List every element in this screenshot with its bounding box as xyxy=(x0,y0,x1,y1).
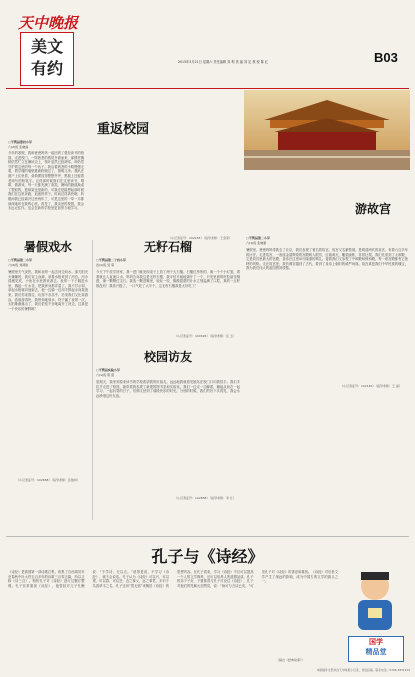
date-line: 2015年3月21日 星期六 责任编辑 刘 利 美 编 刘 定 核 校 陈 红 xyxy=(178,60,269,64)
article-kongzi xyxy=(6,540,409,668)
article-body: 今天下午放学回家，我一进门就发现桌子上放了两个大石榴。石榴红彤彤的，像一个个小灯笼，看着就让人直流口水。妈妈告诉我这是无籽石榴，我半信半疑地剥开了一个，只见里面的籽粒晶莹剔透，像一颗颗红宝石。我放一颗进嘴里，轻轻一咬，酸酸甜甜的汁水立刻溢满了口腔，真的一点籽都没有！我高兴极了，一口气吃了大半个。这无籽石榴真是太好吃了！ xyxy=(96,270,240,288)
article-teacher: （小记者证号：102183）（指导老师：王金荣） xyxy=(168,236,232,240)
article-xiaoyuan xyxy=(94,346,242,532)
article-teacher: （小记者证号：102149）（指导老师：王 丽） xyxy=(340,384,402,388)
article-author: 六(4)班 刘鸿锐 xyxy=(8,263,29,267)
article-author: 六(2)班 张晓丽 xyxy=(8,145,29,149)
article-chongfan xyxy=(6,118,240,240)
article-teacher: （小记者证号：102658）（指导老师：张俊岭） xyxy=(16,478,80,482)
article-author: 六(1)班 张晓蕾 xyxy=(246,241,267,245)
article-title: 暑假戏水 xyxy=(23,240,72,254)
article-school: □平舆县第四小学 xyxy=(8,140,32,144)
badge-line1: 国学 xyxy=(369,637,383,646)
article-author: 四(1)班 吴 曼 xyxy=(96,263,115,267)
article-body-col2 xyxy=(88,140,164,243)
article-title: 校园访友 xyxy=(143,350,192,364)
article-youjigong xyxy=(244,176,410,306)
article-title: 孔子与《诗经》 xyxy=(151,547,264,566)
brand-logo xyxy=(18,12,78,33)
article-school: □平舆县第二小学 xyxy=(246,236,270,240)
badge-line2: 精品堂 xyxy=(365,647,387,656)
forbidden-city-photo xyxy=(244,90,410,170)
article-title: 游故宫 xyxy=(354,202,391,216)
article-wuhua xyxy=(94,234,242,344)
guoxue-badge xyxy=(344,566,406,662)
article-body: 今年的寒假，我和爸爸妈妈一起回到了曾经读书的校园。走进校门，一阵熟悉的感觉扑面而来，那棵老槐树依然伫立在操场边上，枝叶虽然已经凋零，却仍然守护着这里的每一个孩子。我沿着熟悉的小路慢慢走着，教学楼的墙壁重新粉刷过了，窗明几净。我趴在窗户上往里看，桌椅摆放得整整齐齐，黑板上还留着老师写的粉笔字。记得那时候我们在这里读书、唱歌、做游戏，每一天都充满了欢笑。操场的跑道换成了塑胶的，篮球架也是新的，可我还是能想起那时候我们在这里奔跑、追逐的样子。时间过得真快啊，转眼间我已经离开这里两年了，可是这里的一草一木都深深地印在我的心里。再见了，我亲爱的校园，我会永远记住你，也会在新的学校里更加努力地学习。 xyxy=(8,151,84,211)
masthead-rule xyxy=(6,88,409,89)
article-body: 《诗经》是我国第一部诗歌总集，收集了自西周初年至春秋中叶大约五百多年的诗歌三百零五篇，所以又称《诗三百》。相传孔子对《诗经》进行过删订整理。孔子非常重视《诗经》，他曾经对儿子孔鲤说：“不学诗，无以言。”意思是说，不学习《诗经》，就不会说话。孔子认为《诗经》可以兴、可以观、可以群、可以怨，近之事父，远之事君，多识于鸟兽草木之名。孔子还用“思无邪”来概括《诗经》的思想内容。在孔子看来，学习《诗经》不仅可以提高一个人的文学修养，还可以培养人的道德品质。孔子的弟子子贡、子夏都曾与孔子讨论过《诗经》，孔子对他们的见解大加赞赏，说：“始可与言诗已矣。”可见孔子对《诗经》的喜爱和重视。《诗经》对后世文学产生了深远的影响，成为中国古典文学的源头之一。 xyxy=(8,570,338,588)
page-code: B03 xyxy=(374,50,398,65)
section-title-line1: 美文 xyxy=(30,37,63,56)
badge-box xyxy=(348,636,404,662)
article-teacher: （小记者证号：100326）（指导老师：任 玉） xyxy=(174,334,236,338)
article-title: 重返校园 xyxy=(96,122,149,137)
section-title-line2: 有约 xyxy=(30,59,63,78)
article-shujia xyxy=(6,234,90,534)
section-title-box xyxy=(20,32,74,86)
article-school: □平舆县第二小学 xyxy=(8,258,32,262)
scholar-illustration xyxy=(344,566,406,636)
article-body: 暑假里天气炎热，我和表哥一起去河边戏水。那天阳光火辣辣的，我们穿上泳裤，拿着水枪来到了河边。河水清澈见底，小鱼在水里游来游去。表哥一下子跳进水里，溅起一片水花，把我浑身都弄湿了。我不甘示弱，拿起水枪就向他射去，他一边躲一边用手捧起水向我泼来。我们你来我往，玩得不亦乐乎。后来我们又比赛游泳，看谁游得快，我拼命地划水，终于赢了表哥一次。太阳渐渐落山了，我们依依不舍地离开了河边，这真是一个快乐的暑假啊！ xyxy=(8,270,88,311)
article-title: 无籽石榴 xyxy=(143,240,192,254)
article-school: □平舆县实验小学 xyxy=(96,368,120,372)
palace-illustration xyxy=(244,90,410,170)
footer-note: 本版稿件全部来自天中晚报小记者，欢迎投稿。联系电话：0396-3831919 xyxy=(316,668,410,672)
article-source: （摘自《经典故事》） xyxy=(276,658,305,662)
brand-name: 天中晚报 xyxy=(18,14,79,32)
article-body: 星期天，我来到原来读书的学校看望我的好朋友。远远地我就看见她站在校门口向我招手。我们手拉手走进了校园，她带着我参观了新建的图书室和实验室。我们一边走一边聊着，聊起从前在一起学习、一起玩耍的日子，仿佛又回到了那段快乐的时光。分别的时候，我们约好下次再见，我会永远珍惜这份友谊。 xyxy=(96,380,240,398)
article-author: 六(1)班 陈 滢 xyxy=(96,373,115,377)
article-school: □平舆县第二十四小学 xyxy=(96,258,126,262)
column-divider xyxy=(92,240,93,520)
article-teacher: （小记者证号：102658）（指导老师：李 红） xyxy=(174,496,236,500)
article-youjigong-cont xyxy=(246,306,408,378)
article-body: 暑假里，爸爸妈妈带我去了北京，我们参观了著名的故宫。故宫又名紫禁城，是明清两代的皇宫，有着六百多年的历史。走进故宫，一座座金碧辉煌的宫殿映入眼帘，红墙黄瓦，雕梁画栋，非常壮观。我们先来到了太和殿，它是故宫里最大的宫殿，皇帝在这里举行隆重的典礼。接着我们又参观了中和殿和保和殿，每一座宫殿都有它独特的风格。走在故宫里，我仿佛穿越到了古代，看到了皇帝上朝时的威严场面。故宫真是我们中华民族的瑰宝，我为我们伟大的祖国感到骄傲。 xyxy=(246,248,408,271)
section-rule xyxy=(6,536,409,537)
masthead xyxy=(0,0,415,92)
